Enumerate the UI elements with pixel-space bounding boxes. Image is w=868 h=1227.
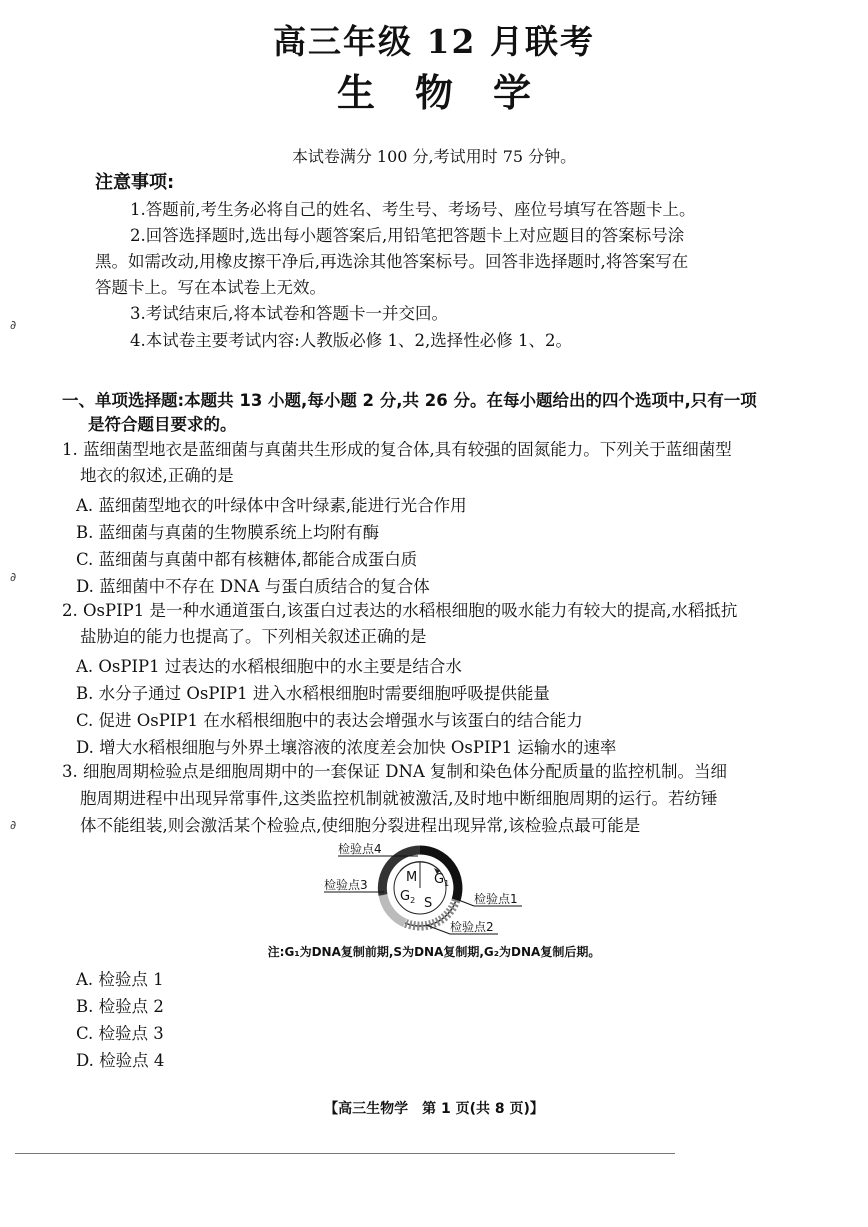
notice-item: 2.回答选择题时,选出每小题答案后,用铅笔把答题卡上对应题目的答案标号涂 — [130, 226, 685, 245]
checkpoint-2-label: 检验点2 — [450, 920, 494, 934]
section-heading: 一、单项选择题:本题共 13 小题,每小题 2 分,共 26 分。在每小题给出的四个选项中,只有一项 — [62, 391, 757, 410]
question-1-option-a[interactable]: A. 蓝细菌型地衣的叶绿体中含叶绿素,能进行光合作用 — [76, 496, 467, 515]
notice-item: 答题卡上。写在本试卷上无效。 — [95, 278, 326, 297]
diagram-note: 注:G₁为DNA复制前期,S为DNA复制期,G₂为DNA复制后期。 — [267, 945, 601, 959]
phase-g2-label: $G_2$ — [400, 889, 416, 905]
exam-title: 高三年级 12 月联考 — [273, 22, 595, 61]
notice-item: 1.答题前,考生务必将自己的姓名、考生号、考场号、座位号填写在答题卡上。 — [130, 200, 696, 219]
notice-item: 黑。如需改动,用橡皮擦干净后,再选涂其他答案标号。回答非选择题时,将答案写在 — [95, 252, 689, 271]
question-2-option-c[interactable]: C. 促进 OsPIP1 在水稻根细胞中的表达会增强水与该蛋白的结合能力 — [76, 711, 583, 730]
question-3-stem-cont: 胞周期进程中出现异常事件,这类监控机制就被激活,及时地中断细胞周期的运行。若纺锤 — [80, 789, 718, 808]
question-2-stem: 2. OsPIP1 是一种水通道蛋白,该蛋白过表达的水稻根细胞的吸水能力有较大的提高,水稻抵抗 — [62, 601, 738, 620]
question-1-stem-cont: 地衣的叙述,正确的是 — [80, 466, 234, 485]
notice-item: 4.本试卷主要考试内容:人教版必修 1、2,选择性必修 1、2。 — [130, 331, 573, 350]
question-1-option-c[interactable]: C. 蓝细菌与真菌中都有核糖体,都能合成蛋白质 — [76, 550, 418, 569]
page-footer: 【高三生物学 第 1 页(共 8 页)】 — [324, 1101, 544, 1117]
checkpoint-4-label: 检验点4 — [338, 842, 382, 856]
question-1-stem: 1. 蓝细菌型地衣是蓝细菌与真菌共生形成的复合体,具有较强的固氮能力。下列关于蓝细菌型 — [62, 440, 732, 459]
question-3-stem: 3. 细胞周期检验点是细胞周期中的一套保证 DNA 复制和染色体分配质量的监控机制。当细 — [62, 762, 728, 781]
question-3-option-b[interactable]: B. 检验点 2 — [76, 997, 164, 1016]
phase-s-label: S — [424, 896, 433, 911]
question-2-option-a[interactable]: A. OsPIP1 过表达的水稻根细胞中的水主要是结合水 — [76, 657, 462, 676]
exam-meta: 本试卷满分 100 分,考试用时 75 分钟。 — [291, 147, 577, 166]
section-heading-cont: 是符合题目要求的。 — [88, 415, 237, 434]
question-3-option-c[interactable]: C. 检验点 3 — [76, 1024, 164, 1043]
phase-m-label: M — [406, 870, 418, 885]
question-1-option-d[interactable]: D. 蓝细菌中不存在 DNA 与蛋白质结合的复合体 — [76, 577, 430, 596]
checkpoint-3-label: 检验点3 — [324, 878, 368, 892]
binding-mark: ∂ — [10, 570, 17, 584]
binding-mark: ∂ — [10, 818, 17, 832]
notice-heading: 注意事项: — [95, 172, 175, 193]
cell-cycle-diagram — [310, 835, 550, 940]
footer-divider — [15, 1153, 675, 1154]
question-2-option-d[interactable]: D. 增大水稻根细胞与外界土壤溶液的浓度差会加快 OsPIP1 运输水的速率 — [76, 738, 617, 757]
question-3-option-d[interactable]: D. 检验点 4 — [76, 1051, 165, 1070]
question-3-stem-cont: 体不能组装,则会激活某个检验点,使细胞分裂进程出现异常,该检验点最可能是 — [80, 816, 641, 835]
binding-mark: ∂ — [10, 318, 17, 332]
question-2-option-b[interactable]: B. 水分子通过 OsPIP1 进入水稻根细胞时需要细胞呼吸提供能量 — [76, 684, 550, 703]
notice-item: 3.考试结束后,将本试卷和答题卡一并交回。 — [130, 304, 448, 323]
checkpoint-2-pointer — [426, 925, 450, 934]
question-3-option-a[interactable]: A. 检验点 1 — [76, 970, 164, 989]
question-1-option-b[interactable]: B. 蓝细菌与真菌的生物膜系统上均附有酶 — [76, 523, 380, 542]
subject-title: 生物学 — [336, 70, 571, 115]
phase-g1-label: $G_1$ — [434, 872, 450, 888]
checkpoint-1-label: 检验点1 — [474, 892, 518, 906]
question-2-stem-cont: 盐胁迫的能力也提高了。下列相关叙述正确的是 — [80, 627, 427, 646]
